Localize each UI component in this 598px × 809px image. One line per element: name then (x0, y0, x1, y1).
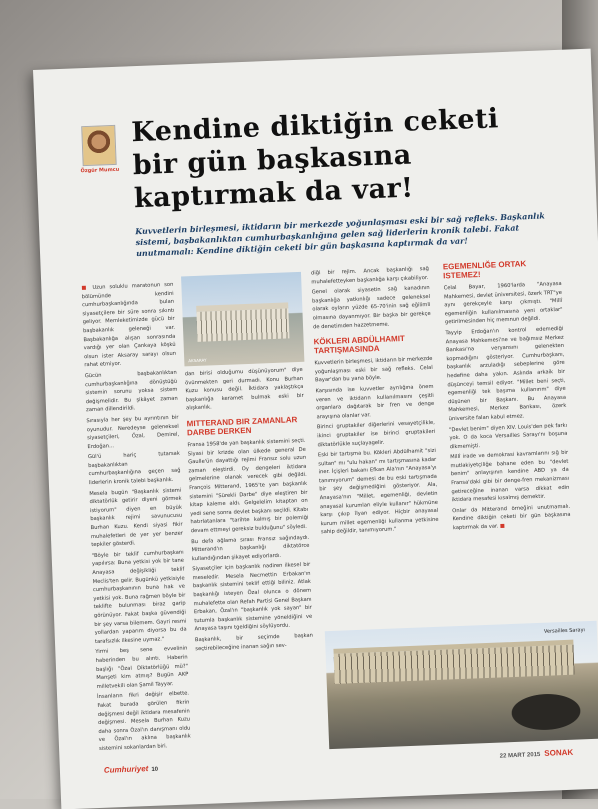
issue-date: 22 MART 2015 (499, 752, 541, 760)
page-number: 10 (151, 766, 159, 773)
body-paragraph: dan birisi olduğumu düşünüyorum" diye övünmekten geri durmadı. Konu Burhan Kuzu konusu değil. İktidara yaklaştıkça başkanlığa keramet bulmak eski bir alışkanlık. (184, 366, 304, 412)
body-paragraph: Tayyip Erdoğan'ın kontrol edemediği Anayasa Mahkemesi'ne ve bağımsız Merkez Bankası'na veryansını gelenekten kopmadığını gösteriyor. Cumhurbaşkanı, başkanlık arzuladığı sebeplerine göre hedefine daha yakın. Aslında arkaik bir düşünceyi temsil ediyor. "Millet beni seçti, egemenliği tek başıma kullanırım" diye düşünen bir Başkanı. Bu Anayasa Mahkemesi, Merkez Bankası, özerk üniversite falan kabul etmez. (445, 325, 567, 423)
body-paragraph: Karşısında ise kuvvetler ayrılığına önem veren ve iktidarın kullanılmasını çeşitli organlara dağıtarak bir fren ve denge arayışına olanlar var. (315, 383, 435, 421)
body-paragraph: Bu defa ağlama sırası Fransız sağındaydı. Mitterand'ın başkanlığı diktatörce kullandığından şikayet ediyorlardı. (191, 534, 310, 562)
column-4 (442, 252, 571, 535)
body-paragraph: Siyasetçiler için başkanlık nadiren ilkesel bir meseledir. Mesela Necmettin Erbakan'ın başkanlık sistemini teklif ettiği biliniz. Atlak başkanlığı isteyen Özal olunca o dönem muhalefette olan Refah Partisi Genel Başkanı Erbakan, Özal'ın "başkanlık yok sayan" bir tutumla başkanlık sistemine yöneldiğini ve Anayasa taşını tgeldiğini söylüyordu. (192, 562, 313, 633)
subheading: MITTERAND BIR ZAMANLAR DARBE DERKEN (186, 415, 298, 438)
magazine-brand: SONAK (544, 747, 574, 758)
subheading: EGEMENLIĞE ORTAK ISTEMEZ! (442, 259, 527, 281)
body-paragraph: Sırasıyla her şey bu ayrıntının bir oyunudur. Neredeyse geleneksel siyasetçileri, Özal, Demirel, Erdoğan... (86, 414, 180, 450)
footer-publication (104, 764, 158, 775)
palace-photo-caption: AKSARAY (188, 357, 207, 364)
author-photo (81, 125, 117, 166)
publication-name: Cumhuriyet (103, 764, 149, 775)
palace-photo (181, 272, 304, 367)
body-paragraph: Fransa 1958'de yan başkanlık sistemini seçti. Siyasi bir krizde olan ülkede general De Gaulle'ün dayattığı rejimi Fransız solu uzun zaman eleştirdi. Oy dengeleri iktidara gelmelerine olanak verecek gibi değildi. François Mitterand, 1965'te yarı başkanlık sistemini "Sürekli Darbe" diye eleştiren bir kitap kaleme aldı. Gelgelelim kitaptan on yedi sene sonra devlet başkanı seçildi. Kitabı hatırlatanlara "tarihte kalmış bir polemiği devam ettmeyi gereksiz bulduğunu" söyledi. (187, 437, 309, 535)
column-1 (81, 281, 191, 756)
fountain-statue (485, 679, 587, 735)
body-paragraph: Gücün başbakanlıktan cumhurbaşkanlığına dönüştüğü sistemin sorunu yoksa sistem değişmelidir. Bu şikâyet zaman zaman dillendirildi. (84, 369, 178, 414)
lead-paragraph: Kuvvetlerin birleşmesi, iktidarın bir merkezde yoğunlaşması eski bir sağ refleks. Başkanlık sistemi, başbakanlıktan cumhurbaşkanlığına gelen sağ liderlerin kronik talebi. Fakat unutmamalı: Kendine diktiğin ceketi bir gün başkasına kaptırmak da var! (135, 210, 545, 259)
column-3 (311, 265, 439, 539)
body-paragraph: Onlar da Mitterand örneğini unutmamalı. Kendine diktiğin ceketi bir gün başkasına kaptırmak da var. ■ (452, 503, 571, 532)
subheading: KÖKLERI ABDÜLHAMIT TARTIŞMASINDA (313, 334, 406, 356)
body-paragraph: İnsanların fikri değişir elbette. Fakat burada görülen fikrin değişmesi değil iktidara mesafenin değişmesi. Mesela Burhan Kuzu daha sonra Özal'ın danışmanı oldu ve Özal'ın aklına başkanlık sistemini sokanlardan biri. (97, 690, 191, 752)
body-paragraph: Gül'ü hariç tutarsak başbakanlıktan cumhurbaşkanlığına geçen sağ liderlerin kronik talebi başkanlık. (87, 450, 181, 487)
versailles-building (333, 640, 574, 684)
body-paragraph: Başkanlık, bir seçimde başkan seçtirebileceğine inanan sağın sev- (194, 632, 314, 652)
end-marker: ■ (499, 523, 506, 530)
body-paragraph: diği bir rejim. Ancak başkanlığı sağ muhalefetteyken başkanlığa karşı çıkabiliyor. (310, 265, 430, 286)
body-paragraph: "Böyle bir teklif cumhurbaşkanı yapılırsa: Buna yetkisi yok bir tane Anayasa değişikliği teklif Meclis'ten gelir. Bugünkü yetkisiyle cumhurbaşkanının buna hak ve yetkisi yok. Buna rağmen böyle bir teklifte bulunması biraz garip görünüyor. Fakat başka güvendiği bir şey varsa bilemem. Gayri resmi yollardan yaparım diyorsa bu da tarafsızlık ilkesine uymaz." (91, 549, 187, 645)
body-paragraph: Mesela bugün "Başkanlık sistemi diktatörlük getirir diyeni görmek istiyorum" diyen en büyük başkanlık rejimi savunucusu Burhan Kuzu. Kendi siyasi fikir muhalefetleri de yer yer benzer tepkiler gösterdi. (89, 487, 184, 549)
body-paragraph: Millî irade ve demokrasi kavramlarını sığ bir mutlakiyetçiliğe bahane eden bu "devlet benim" anlayışının kendine ABD ya da Fransa'daki gibi bir denge-fren mekanizması getireceğine inanan varsa dikkat edin iktidara mesafesi kısalmış demektir. (450, 450, 570, 504)
body-paragraph: Genel olarak siyasetin sağ kanadının başkanlığa yatkınlığı sadece geleneksel olarak oyların yüzde 65-70'inin sağ eğilimli olmasına dayanmıyor. Bir başka bir gerekçe de denetimden hazzetmeme. (311, 285, 431, 330)
body-paragraph: ■ Uzun soluklu maratonun son bölümünde kendini cumhurbaşkanlığında bulan siyasetçilere bir süre sonra sıkıntı geliyor. Memleketimizde gücü bir başbakanlık geleneği var. Başbakanlığa alışan sonrasında vardığı yer olan Çankaya köşkü olsun ister Aksaray sarayı olsun rahat etmiyor. (81, 281, 177, 369)
body-paragraph: Yirmi beş sene evvelinin haberinden bu alıntı. Haberin başlığı "Özal Diktatörlüğü mü?" Manşeti kim atmış? Bugün AKP milletvekili olan Şamil Tayyar. (95, 645, 189, 690)
body-paragraph: Eski bir tartışma bu. Kökleri Abdülhamit "sizi sultan" mı "ulu hakan" mı tartışmasına kadar iner. İçişleri bakanı Efkan Ala'nın "Anayasa'yı tanımıyorum" demesi de bu eski tartışmada bir şey değişmediğini gösteriyor. Ala, Anayasa'nın "Millet, egemenliği, devletin anayasal kurumları eliyle kullanır" hükmüne karşı çıkıp îlyan ediyor. Hiçbir anayasal kurum millet egemenliği kullanma yetkisine sahip değildir, tanımıyorum." (317, 447, 439, 536)
footer-date (499, 748, 573, 760)
body-paragraph: Birinci gruptakiler diğerlerini vesayetçilikle, ikinci gruptakiler ise birinci gruptakileri diktatörlükle suçlayagelir. (316, 420, 436, 448)
magazine-page (33, 49, 598, 809)
column-2 (185, 366, 314, 656)
body-paragraph: "Devlet benim" diyen XIV. Louis'den pek farkı yok. O da koca Versailles Sarayı'nı boşuna dikmemişti. (449, 422, 568, 450)
headline: Kendine diktiğin ceketi bir gün başkasına kaptırmak da var! (130, 103, 500, 215)
author-name: Özgür Mumcu (80, 166, 120, 175)
body-paragraph: Kuvvetlerin birleşmesi, iktidarın bir merkezde yoğunlaşması eski bir sağ refleks. Celal Bayar'dan bu yana böyle. (314, 356, 433, 384)
body-paragraph: Celal Bayar, 1960'larda "Anayasa Mahkemesi, devlet üniversitesi, özerk TRT"ye aynı gerekçeyle karşı çıkmıştı. "Millî egemenliğin kullanılmasına yeni ortaklar" getirilmesinden hiç memnun değildi. (443, 280, 563, 326)
versailles-caption: Versailles Sarayı (543, 627, 586, 635)
palace-building (196, 302, 289, 342)
bullet-marker: ■ (81, 285, 89, 292)
versailles-photo (325, 621, 598, 749)
